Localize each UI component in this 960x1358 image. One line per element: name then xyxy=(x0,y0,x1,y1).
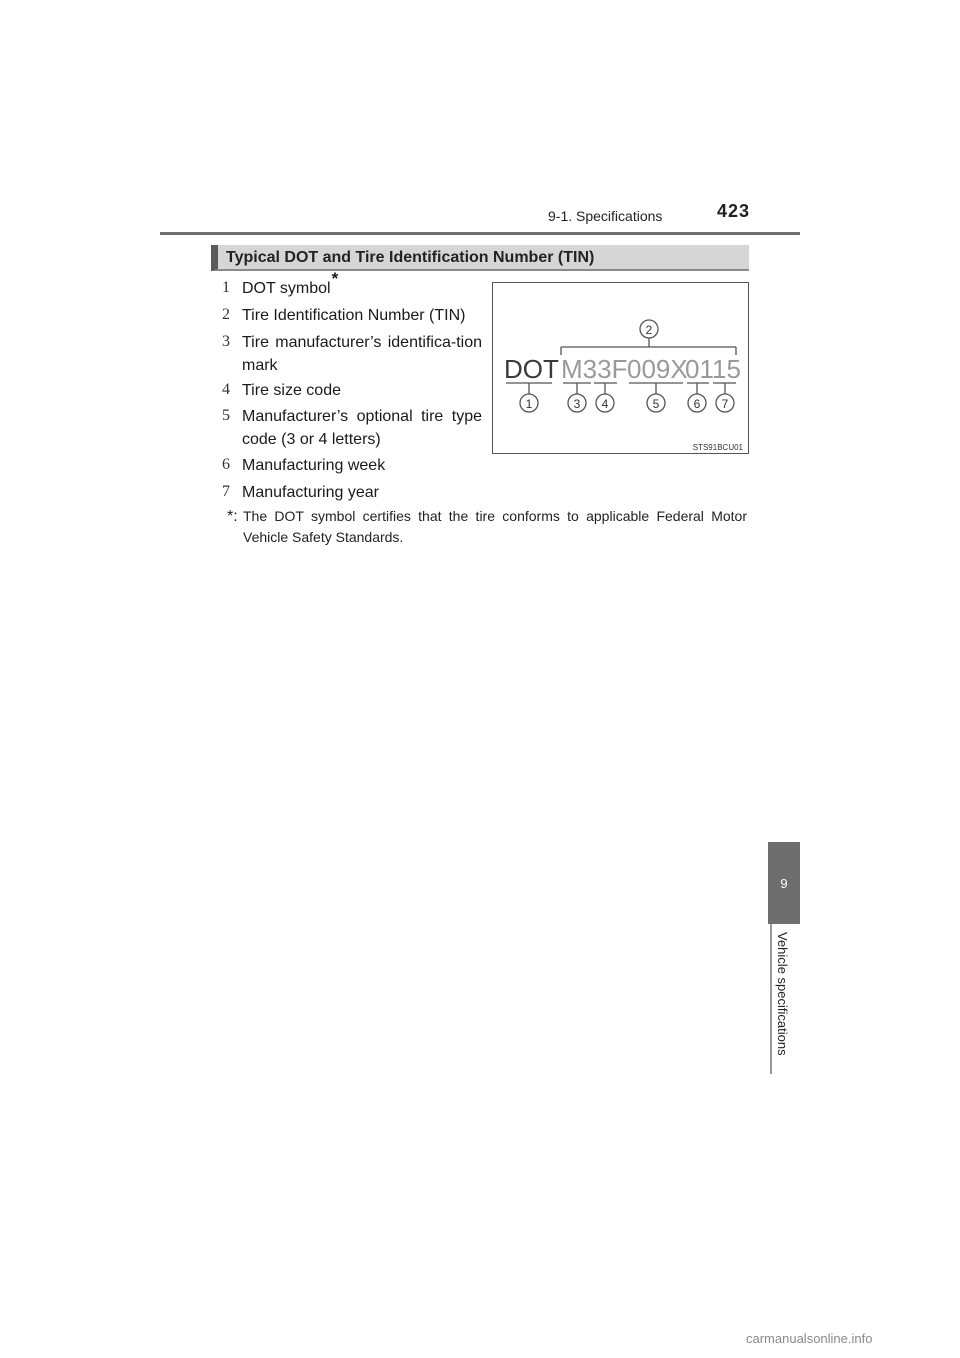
callout-5-label: 5 xyxy=(652,397,660,411)
tin-diagram xyxy=(492,282,749,454)
page-number: 423 xyxy=(717,201,751,221)
callout-3-label: 3 xyxy=(573,397,581,411)
chapter-label: Vehicle specifications xyxy=(775,932,790,1056)
figure-id: STS91BCU01 xyxy=(692,443,743,452)
item-text: Manufacturing week xyxy=(242,457,386,474)
callout-1-label: 1 xyxy=(525,397,533,411)
footnote-mark: *: xyxy=(227,508,238,525)
section-title: 9-1. Specifications xyxy=(548,208,663,224)
section-heading: Typical DOT and Tire Identification Number (TIN) xyxy=(211,245,749,271)
item-text: DOT symbol xyxy=(242,280,331,297)
code-manufacturer: M33F xyxy=(561,354,628,384)
callout-2-label: 2 xyxy=(645,323,653,337)
item-number: 7 xyxy=(222,483,230,500)
tin-diagram-svg xyxy=(493,283,748,453)
header-divider xyxy=(160,232,800,235)
item-text: Manufacturing year xyxy=(242,484,379,501)
item-text: Tire Identification Number (TIN) xyxy=(242,307,466,324)
footnote xyxy=(227,506,747,548)
chapter-number: 9 xyxy=(780,876,788,891)
footnote-text: The DOT symbol certifies that the tire conforms to applicable Federal Motor Vehicle Safety Standards. xyxy=(243,508,747,545)
item-number: 5 xyxy=(222,407,230,424)
item-text: Tire size code xyxy=(242,382,341,399)
item-text: Manufacturer’s optional tire type code (3 or 4 letters) xyxy=(242,408,482,448)
callout-6-label: 6 xyxy=(693,397,701,411)
code-size-type: 009X xyxy=(627,354,688,384)
item-number: 4 xyxy=(222,381,230,398)
callout-4-label: 4 xyxy=(601,397,609,411)
watermark: carmanualsonline.info xyxy=(746,1331,873,1346)
item-text: Tire manufacturer’s identifica-tion mark xyxy=(242,334,482,374)
code-dot: DOT xyxy=(504,354,559,384)
item-number: 1 xyxy=(222,279,230,296)
code-date: 0115 xyxy=(685,354,741,384)
callout-7-label: 7 xyxy=(721,397,729,411)
item-number: 3 xyxy=(222,333,230,350)
asterisk-mark: * xyxy=(331,269,339,288)
item-number: 6 xyxy=(222,456,230,473)
chapter-tab-line xyxy=(770,924,772,1074)
item-number: 2 xyxy=(222,306,230,323)
